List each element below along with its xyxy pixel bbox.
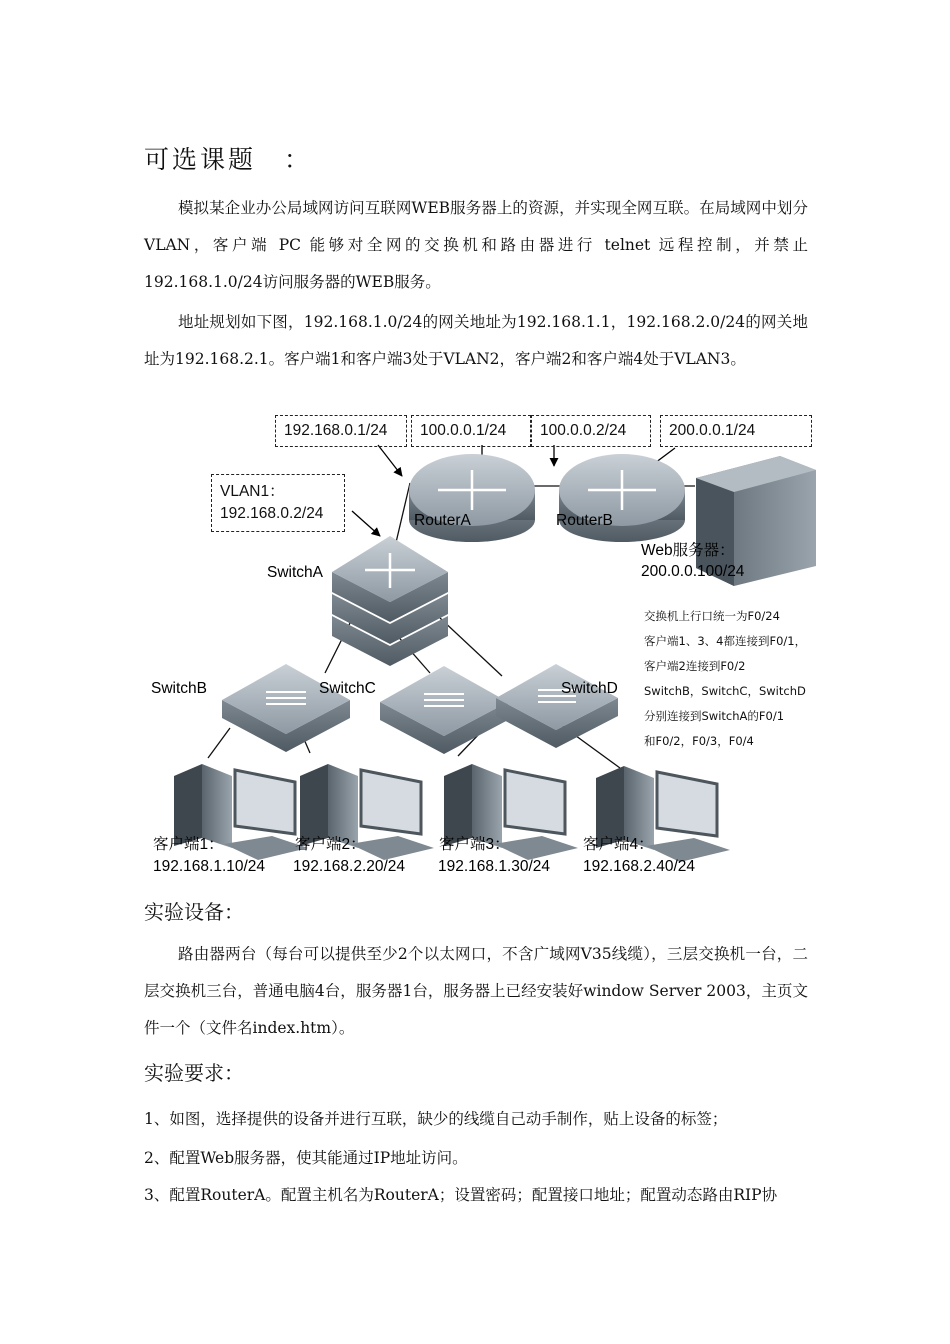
requirements-heading: 实验要求： [144,1061,244,1085]
switch-d-icon [496,664,618,748]
page-title: 可选课题 ： [144,145,313,174]
note-line: 交换机上行口统一为F0/24 [644,609,780,623]
note-line: SwitchB，SwitchC，SwitchD [644,684,806,698]
requirement-item-1: 1、如图，选择提供的设备并进行互联，缺少的线缆自己动手制作，贴上设备的标签； [144,1110,728,1128]
note-line: 客户端2连接到F0/2 [644,659,746,673]
client-3-label: 客户端3： [439,836,510,853]
switch-d-label: SwitchD [561,680,618,697]
equipment-paragraph: 路由器两台（每台可以提供至少2个以太网口，不含广域网V35线缆），三层交换机一台，二层交换机三台，普通电脑4台，服务器1台，服务器上已经安装好window Server 2003，主页文件一个（文件名index.htm）。 [144,945,808,1037]
switch-b-label: SwitchB [151,680,207,697]
client-1-label: 客户端1： [153,836,224,853]
note-line: 分别连接到SwitchA的F0/1 [644,709,785,723]
address-box-routera-wan: 100.0.0.1/24 [411,415,531,447]
port-note [644,604,806,754]
vlan1-address: 192.168.0.2/24 [220,505,324,522]
switch-a-label: SwitchA [267,564,323,581]
client-4-address: 192.168.2.40/24 [583,858,696,875]
switch-c-label: SwitchC [319,680,376,697]
web-server-address: 200.0.0.100/24 [641,563,745,580]
note-line: 和F0/2，F0/3，F0/4 [644,734,754,748]
vlan1-box [211,474,345,532]
switch-a-icon [332,536,448,666]
intro-paragraph-2: 地址规划如下图，192.168.1.0/24的网关地址为192.168.1.1，192.168.2.0/24的网关地址为192.168.2.1。客户端1和客户端3处于VLAN2，客户端2和客户端4处于VLAN3。 [144,313,808,368]
client-3-address: 192.168.1.30/24 [438,858,551,875]
client-2-label: 客户端2： [295,836,366,853]
requirement-item-2: 2、配置Web服务器，使其能通过IP地址访问。 [144,1149,468,1167]
switch-c-icon [380,666,508,754]
address-box-routerb-lan: 200.0.0.1/24 [660,415,812,447]
address-box-routera-lan: 192.168.0.1/24 [275,415,407,447]
equipment-heading: 实验设备： [144,900,244,924]
client-2-address: 192.168.2.20/24 [293,858,406,875]
router-a-label: RouterA [414,512,471,529]
router-b-label: RouterB [556,512,613,529]
web-server-label: Web服务器： [641,542,735,559]
client-1-address: 192.168.1.10/24 [153,858,266,875]
intro-paragraph-1: 模拟某企业办公局域网访问互联网WEB服务器上的资源，并实现全网互联。在局域网中划分 VLAN，客户端 PC 能够对全网的交换机和路由器进行 telnet 远程控制，并禁止 192.168.1.0/24访问服务器的WEB服务。 [144,199,808,291]
switch-b-icon [222,664,350,752]
requirement-item-3: 3、配置RouterA。配置主机名为RouterA；设置密码；配置接口地址；配置动态路由RIP协 [144,1186,778,1204]
note-line: 客户端1、3、4都连接到F0/1， [644,634,807,648]
network-diagram [140,408,830,888]
address-box-routerb-wan: 100.0.0.2/24 [531,415,651,447]
vlan1-label: VLAN1： [220,483,285,500]
client-4-label: 客户端4： [583,836,654,853]
